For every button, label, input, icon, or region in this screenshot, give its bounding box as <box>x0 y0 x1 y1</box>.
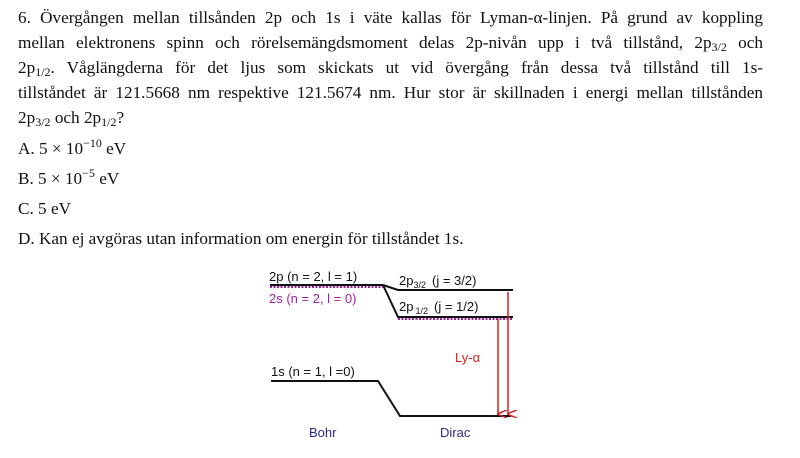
label-2p12: 2p $_{1/2}$ (j = 1/2) <box>399 299 479 316</box>
question-line-5: $2p_{3/2}$ och $2p_{1/2}$? <box>18 108 125 129</box>
label-2s: 2s (n = 2, l = 0) <box>269 291 357 306</box>
level-1s <box>271 381 511 416</box>
option-c: C. 5 eV <box>18 199 71 218</box>
question-line-4: tillståndet är 121.5668 nm respektive 121.5674 nm. Hur stor är skillnaden i energi mellan tillstånden <box>18 83 763 102</box>
label-1s: 1s (n = 1, l =0) <box>271 364 355 379</box>
label-ly-alpha: Ly-α <box>455 350 481 365</box>
question-line-1: 6. Övergången mellan tillsånden 2p och 1s i väte kallas för Lyman-α-linjen. På grund av koppling <box>18 8 763 27</box>
label-bohr: Bohr <box>309 425 337 440</box>
label-2p32: $2p_{3/2}$ (j = 3/2) <box>399 273 477 290</box>
question-line-2: mellan elektronens spinn och rörelsemängdsmoment delas 2p-nivån upp i två tillstånd, $2p_{3/2}$ och <box>18 33 763 54</box>
question-line-3: $2p_{1/2}$. Våglängderna för det ljus som skickats ut vid övergång från dessa två tillstånd till 1s- <box>18 58 763 79</box>
level-2p-bohr <box>270 285 383 287</box>
label-dirac: Dirac <box>440 425 471 440</box>
option-d: D. Kan ej avgöras utan information om energin för tillståndet 1s. <box>18 229 464 248</box>
label-2p: 2p (n = 2, l = 1) <box>269 269 358 284</box>
option-b: B. $5 \times 10^{-5}$ eV <box>18 166 120 188</box>
option-a: A. $5 \times 10^{-10}$ eV <box>18 136 127 158</box>
